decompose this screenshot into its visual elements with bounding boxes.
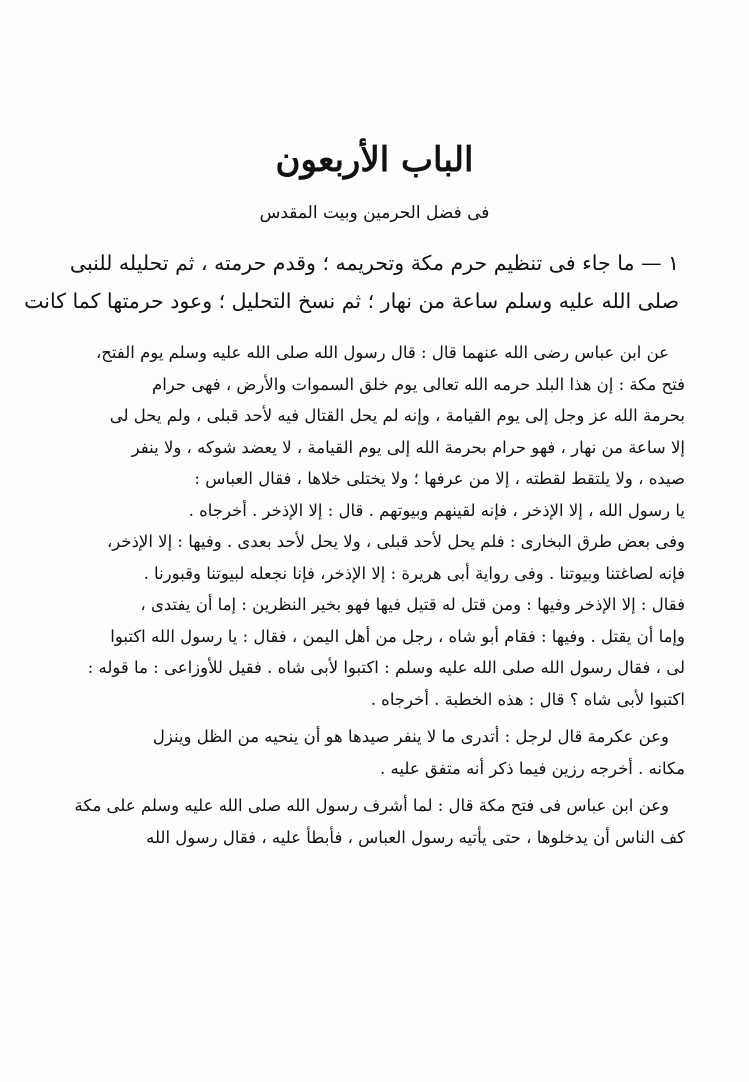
text-line: فتح مكة : إن هذا البلد حرمه الله تعالى يوم خلق السموات والأرض ، فهى حرام bbox=[152, 374, 685, 394]
text-line: وفى بعض طرق البخارى : فلم يحل لأحد قبلى ، ولا يحل لأحد بعدى . وفيها : إلا الإذخر، bbox=[106, 532, 685, 551]
paragraph bbox=[66, 790, 685, 853]
section-heading-line: ١ — ما جاء فى تنظيم حرم مكة وتحريمه ؛ وقدم حرمته ، ثم تحليله للنبى bbox=[69, 251, 679, 275]
text-line: فقال : إلا الإذخر وفيها : ومن قتل له قتيل فيها فهو بخير النظرين : إما أن يفتدى ، bbox=[140, 595, 685, 614]
paragraph bbox=[66, 721, 685, 784]
chapter-subtitle: فى فضل الحرمين وبيت المقدس bbox=[259, 203, 490, 223]
text-line: وإما أن يقتل . وفيها : فقام أبو شاه ، رجل من أهل اليمن ، فقال : يا رسول الله اكتبوا bbox=[110, 626, 685, 646]
body-text bbox=[66, 337, 685, 853]
text-line: مكانه . أخرجه رزين فيما ذكر أنه متفق عليه . bbox=[380, 758, 685, 778]
section-heading bbox=[24, 244, 679, 320]
text-line: فإنه لصاغتنا وبيوتنا . وفى رواية أبى هريرة : إلا الإذخر، فإنا نجعله لبيوتنا وقبورنا . bbox=[143, 563, 685, 583]
text-line: وعن عكرمة قال لرجل : أتدرى ما لا ينفر صيدها هو أن ينحيه من الظل وينزل bbox=[152, 727, 669, 746]
text-line: لى ، فقال رسول الله صلى الله عليه وسلم : اكتبوا لأبى شاه . فقيل للأوزاعى : ما قوله : bbox=[87, 658, 685, 677]
section-heading-line: صلى الله عليه وسلم ساعة من نهار ؛ ثم نسخ التحليل ؛ وعود حرمتها كما كانت bbox=[24, 289, 679, 313]
text-line: إلا ساعة من نهار ، فهو حرام بحرمة الله إلى يوم القيامة ، لا يعضد شوكه ، ولا ينفر bbox=[131, 437, 685, 457]
text-line: وعن ابن عباس فى فتح مكة قال : لما أشرف رسول الله صلى الله عليه وسلم على مكة bbox=[74, 796, 669, 815]
chapter-title: الباب الأربعون bbox=[275, 140, 474, 180]
text-line: عن ابن عباس رضى الله عنهما قال : قال رسول الله صلى الله عليه وسلم يوم الفتح، bbox=[95, 343, 669, 362]
paragraph bbox=[66, 526, 685, 715]
paragraph bbox=[66, 337, 685, 526]
text-line: اكتبوا لأبى شاه ؟ قال : هذه الخطبة . أخرجاه . bbox=[370, 689, 685, 709]
text-line: صيده ، ولا يلتقط لقطته ، إلا من عرفها ؛ ولا يختلى خلاها ، فقال العباس : bbox=[194, 469, 685, 488]
text-line: كف الناس أن يدخلوها ، حتى يأتيه رسول العباس ، فأبطأ عليه ، فقال رسول الله bbox=[146, 827, 685, 847]
text-line: بحرمة الله عز وجل إلى يوم القيامة ، وإنه لم يحل القتال فيه لأحد قبلى ، ولم يحل لى bbox=[109, 406, 685, 425]
text-line: يا رسول الله ، إلا الإذخر ، فإنه لقينهم وبيوتهم . قال : إلا الإذخر . أخرجاه . bbox=[188, 500, 685, 520]
